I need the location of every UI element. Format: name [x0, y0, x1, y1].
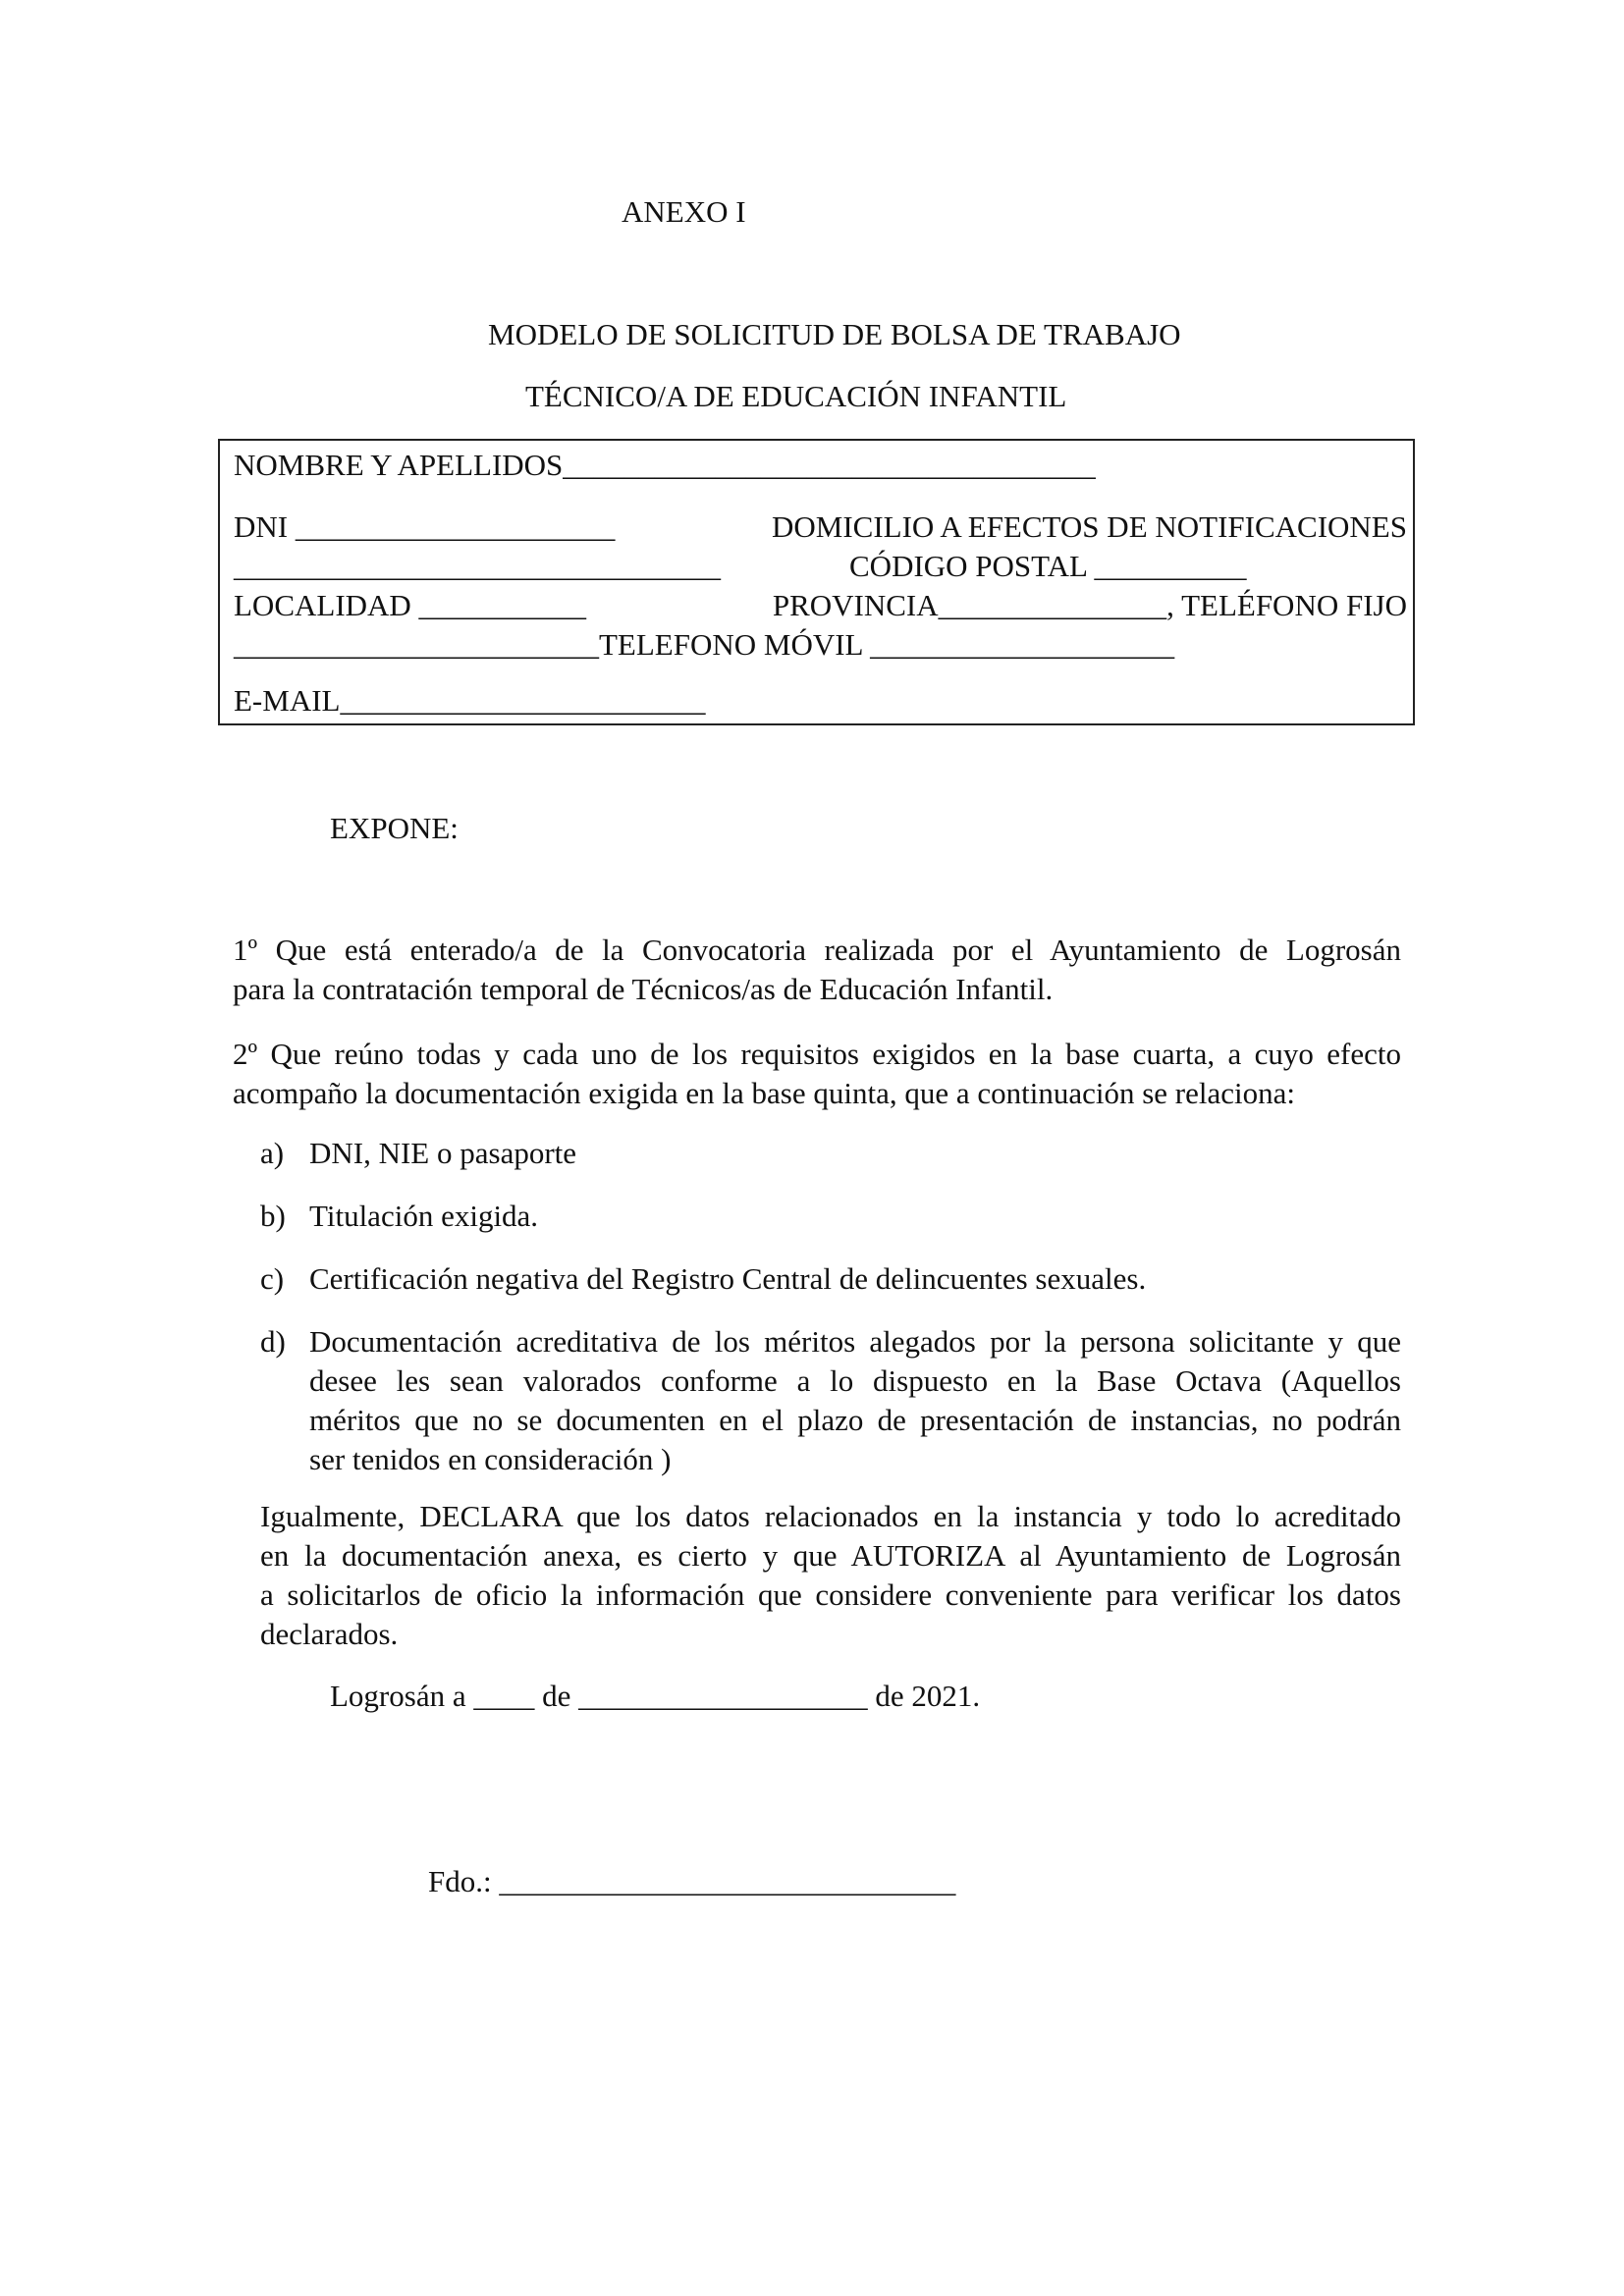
list-marker: a)	[260, 1136, 285, 1170]
list-item-text: Documentación acreditativa de los méritos alegados por la persona solicitante y que	[309, 1324, 1401, 1359]
expone-heading: EXPONE:	[330, 811, 459, 845]
signature-line[interactable]: Fdo.: ______________________________	[428, 1864, 956, 1898]
paragraph-line: 2º Que reúno todas y cada uno de los requisitos exigidos en la base cuarta, a cuyo efecto	[233, 1037, 1401, 1071]
address-label: DOMICILIO A EFECTOS DE NOTIFICACIONES	[771, 509, 1407, 544]
paragraph-line: declarados.	[260, 1617, 399, 1651]
paragraph-line: acompaño la documentación exigida en la base quinta, que a continuación se relaciona:	[233, 1076, 1295, 1110]
list-item-text: méritos que no se documenten en el plazo de presentación de instancias, no podrán	[309, 1403, 1401, 1437]
list-marker: b)	[260, 1199, 286, 1233]
list-item-text: Titulación exigida.	[309, 1199, 539, 1233]
address-postal-row	[234, 547, 1314, 586]
date-line[interactable]: Logrosán a ____ de ___________________ de 2021.	[330, 1679, 981, 1713]
declaration-paragraph	[260, 1497, 1401, 1654]
dni-field[interactable]: DNI _____________________	[234, 509, 616, 544]
paragraph-line: en la documentación anexa, es cierto y que AUTORIZA al Ayuntamiento de Logrosán	[260, 1538, 1401, 1573]
locality-field[interactable]: LOCALIDAD ___________	[234, 588, 587, 622]
list-item-text: desee les sean valorados conforme a lo dispuesto en la Base Octava (Aquellos	[309, 1363, 1401, 1398]
list-item-text: ser tenidos en consideración )	[309, 1442, 672, 1476]
mobile-field[interactable]: TELEFONO MÓVIL ____________________	[599, 627, 1175, 662]
postal-code-field[interactable]: CÓDIGO POSTAL __________	[849, 549, 1247, 583]
personal-data-box	[218, 439, 1415, 725]
dni-address-row	[234, 507, 1407, 547]
address-field[interactable]: ________________________________	[234, 549, 721, 583]
list-marker: c)	[260, 1261, 285, 1296]
list-marker: d)	[260, 1324, 286, 1359]
paragraph-line: a solicitarlos de oficio la información que considere conveniente para verificar los datos	[260, 1577, 1401, 1612]
annex-title: ANEXO I	[622, 194, 746, 229]
paragraph-2	[233, 1035, 1401, 1113]
phone-row	[234, 625, 1174, 665]
paragraph-line: 1º Que está enterado/a de la Convocatoria realizada por el Ayuntamiento de Logrosán	[233, 933, 1401, 967]
paragraph-line: Igualmente, DECLARA que los datos relacionados en la instancia y todo lo acreditado	[260, 1499, 1401, 1533]
form-subtitle: TÉCNICO/A DE EDUCACIÓN INFANTIL	[525, 379, 1067, 413]
paragraph-line: para la contratación temporal de Técnicos/as de Educación Infantil.	[233, 972, 1054, 1006]
paragraph-1	[233, 931, 1401, 1009]
list-item-text: Certificación negativa del Registro Central de delincuentes sexuales.	[309, 1261, 1147, 1296]
name-field[interactable]: NOMBRE Y APELLIDOS___________________________________	[234, 448, 1096, 482]
email-field[interactable]: E-MAIL________________________	[234, 683, 706, 718]
list-item-text: DNI, NIE o pasaporte	[309, 1136, 577, 1170]
landline-field[interactable]: ________________________	[234, 627, 599, 662]
province-field[interactable]: PROVINCIA_______________, TELÉFONO FIJO	[772, 588, 1407, 622]
form-title: MODELO DE SOLICITUD DE BOLSA DE TRABAJO	[488, 317, 1181, 351]
locality-province-row	[234, 586, 1407, 625]
